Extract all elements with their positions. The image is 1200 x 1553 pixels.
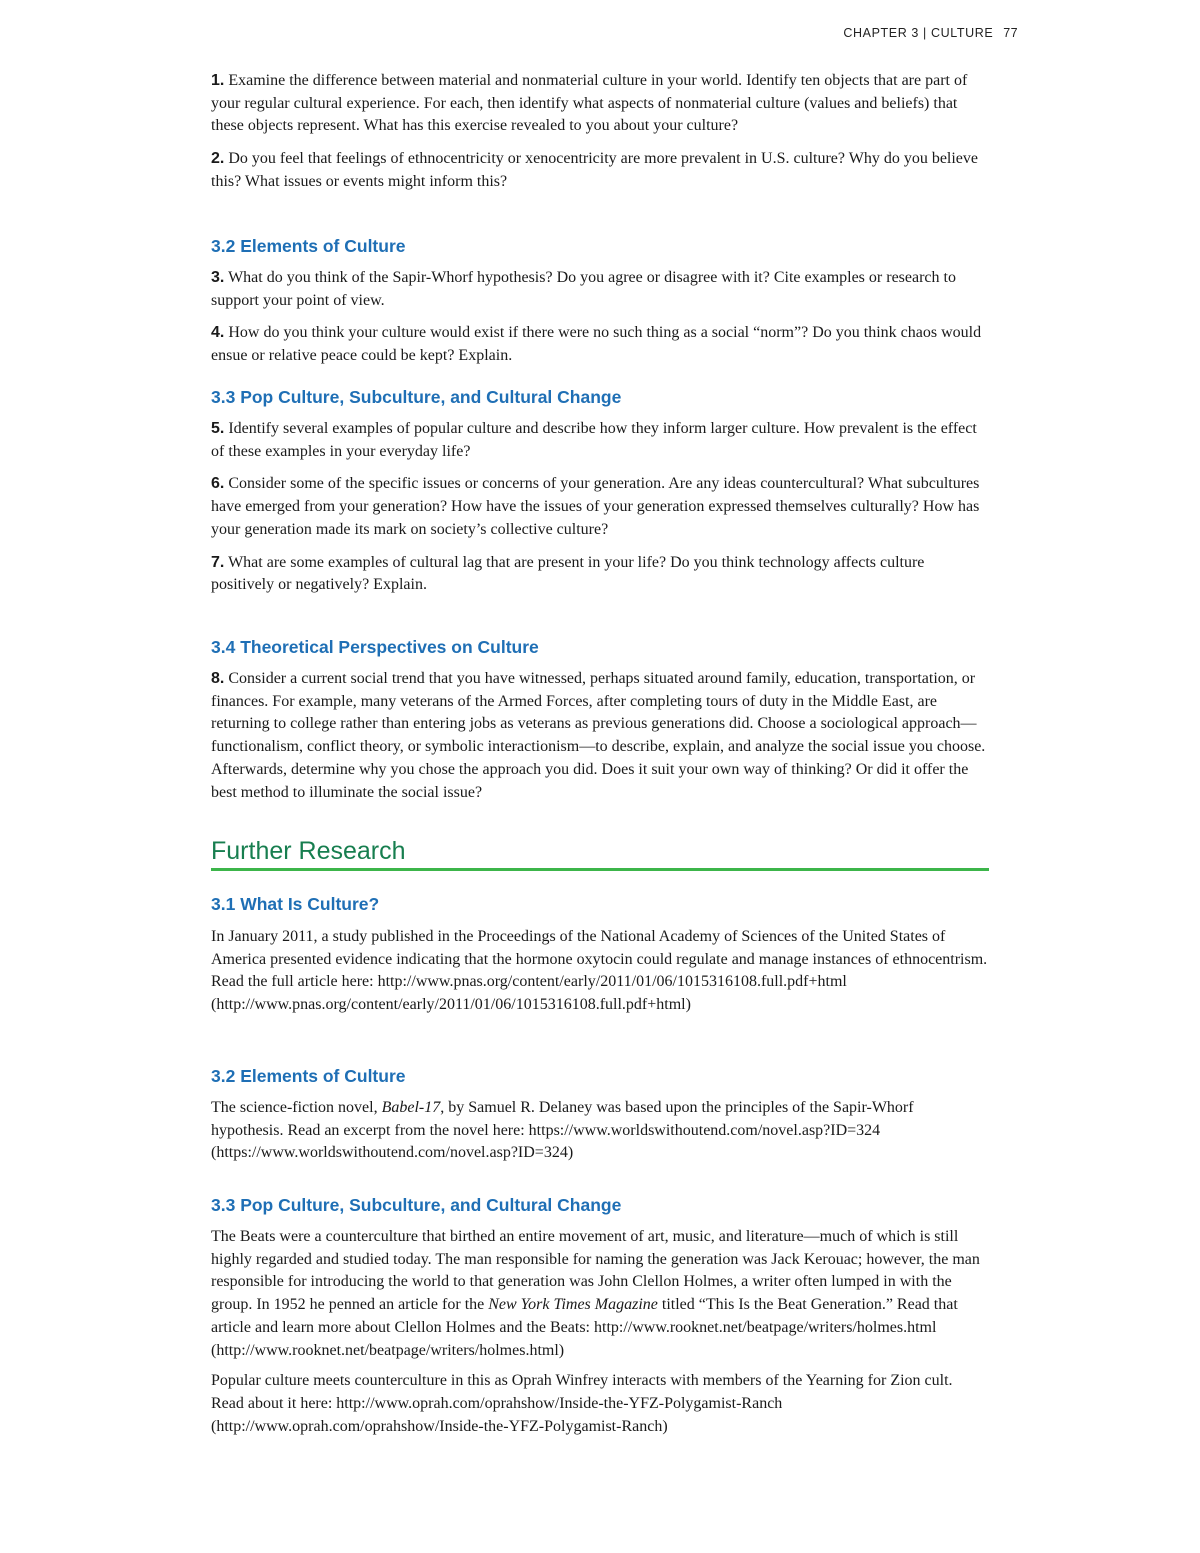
page-number: 77 xyxy=(1003,26,1018,40)
research-text-3-3 xyxy=(211,1226,989,1446)
question-5: 5. Identify several examples of popular culture and describe how they inform larger culture. How prevalent is the effect of these examples in your everyday life? xyxy=(211,420,977,460)
research-text-3-1: In January 2011, a study published in the Proceedings of the National Academy of Sciences of the United States of America presented evidence indicating that the hormone oxytocin could regulate and manage instances of ethnocentrism. Read the full article here: http://www.pnas.org/content/early/2011/01/06/1015316108.full.pdf+html (http://www.pnas.org/content/early/2011/01/06/1015316108.full.pdf+html) xyxy=(211,928,988,1014)
questions-group-a xyxy=(211,70,989,204)
research-paragraph-beats: The Beats were a counterculture that birthed an entire movement of art, music, and literature—much of which is still highly regarded and studied today. The man responsible for naming the generation was Jack Kerouac; however, the man responsible for introducing the world to that generation was John Clellon Holmes, a writer often lumped in with the group. In 1952 he penned an article for the New York Times Magazine titled “This Is the Beat Generation.” Read that article and learn more about Clellon Holmes and the Beats: http://www.rooknet.net/beatpage/writers/holmes.html (http://www.rooknet.net/beatpage/writers/holmes.html) xyxy=(211,1228,980,1359)
research-heading-3-2: 3.2 Elements of Culture xyxy=(211,1066,406,1086)
questions-group-d xyxy=(211,668,989,814)
question-3: 3. What do you think of the Sapir-Whorf hypothesis? Do you agree or disagree with it? Cite examples or research to support your point of view. xyxy=(211,269,956,309)
research-heading-3-1: 3.1 What Is Culture? xyxy=(211,894,380,914)
question-8: 8. Consider a current social trend that you have witnessed, perhaps situated around family, education, transportation, or finances. For example, many veterans of the Armed Forces, after completing tours of duty in the Middle East, are returning to college rather than entering jobs as veterans as previous generations did. Choose a sociological approach—functionalism, conflict theory, or symbolic interactionism—to describe, explain, and analyze the social issue you choose. Afterwards, determine why you chose the approach you did. Does it suit your own way of thinking? Or did it offer the best method to illuminate the social issue? xyxy=(211,670,986,801)
research-text-3-2: The science-fiction novel, Babel-17, by Samuel R. Delaney was based upon the principles of the Sapir-Whorf hypothesis. Read an excerpt from the novel here: https://www.worldswithoutend.com/novel.asp?ID=324 (https://www.worldswithoutend.com/novel.asp?ID=324) xyxy=(211,1099,914,1162)
questions-group-c xyxy=(211,418,989,607)
section-heading-3-4: 3.4 Theoretical Perspectives on Culture xyxy=(211,637,539,657)
running-head xyxy=(843,26,1018,40)
chapter-label: CHAPTER 3 | CULTURE xyxy=(843,26,994,40)
section-heading-3-2: 3.2 Elements of Culture xyxy=(211,236,406,256)
question-6: 6. Consider some of the specific issues or concerns of your generation. Are any ideas countercultural? What subcultures have emerged from your generation? How have the issues of your generation expressed themselves culturally? How has your generation made its mark on society’s collective culture? xyxy=(211,475,980,538)
research-paragraph-oprah: Popular culture meets counterculture in this as Oprah Winfrey interacts with members of the Yearning for Zion cult. Read about it here: http://www.oprah.com/oprahshow/Inside-the-YFZ-Polygamist-Ranch (http://www.oprah.com/oprahshow/Inside-the-YFZ-Polygamist-Ranch) xyxy=(211,1372,953,1435)
research-heading-3-3: 3.3 Pop Culture, Subculture, and Cultural Change xyxy=(211,1195,622,1215)
questions-group-b xyxy=(211,267,989,378)
question-7: 7. What are some examples of cultural lag that are present in your life? Do you think technology affects culture positively or negatively? Explain. xyxy=(211,553,925,594)
question-4: 4. How do you think your culture would exist if there were no such thing as a social “norm”? Do you think chaos would ensue or relative peace could be kept? Explain. xyxy=(211,324,982,365)
question-1: 1. Examine the difference between material and nonmaterial culture in your world. Identify ten objects that are part of your regular cultural experience. For each, then identify what aspects of nonmaterial culture (values and beliefs) that these objects represent. What has this exercise revealed to you about your culture? xyxy=(211,72,968,135)
section-heading-3-3: 3.3 Pop Culture, Subculture, and Cultural Change xyxy=(211,387,622,407)
question-2: 2. Do you feel that feelings of ethnocentricity or xenocentricity are more prevalent in U.S. culture? Why do you believe this? What issues or events might inform this? xyxy=(211,150,979,190)
further-research-heading: Further Research xyxy=(211,836,989,871)
